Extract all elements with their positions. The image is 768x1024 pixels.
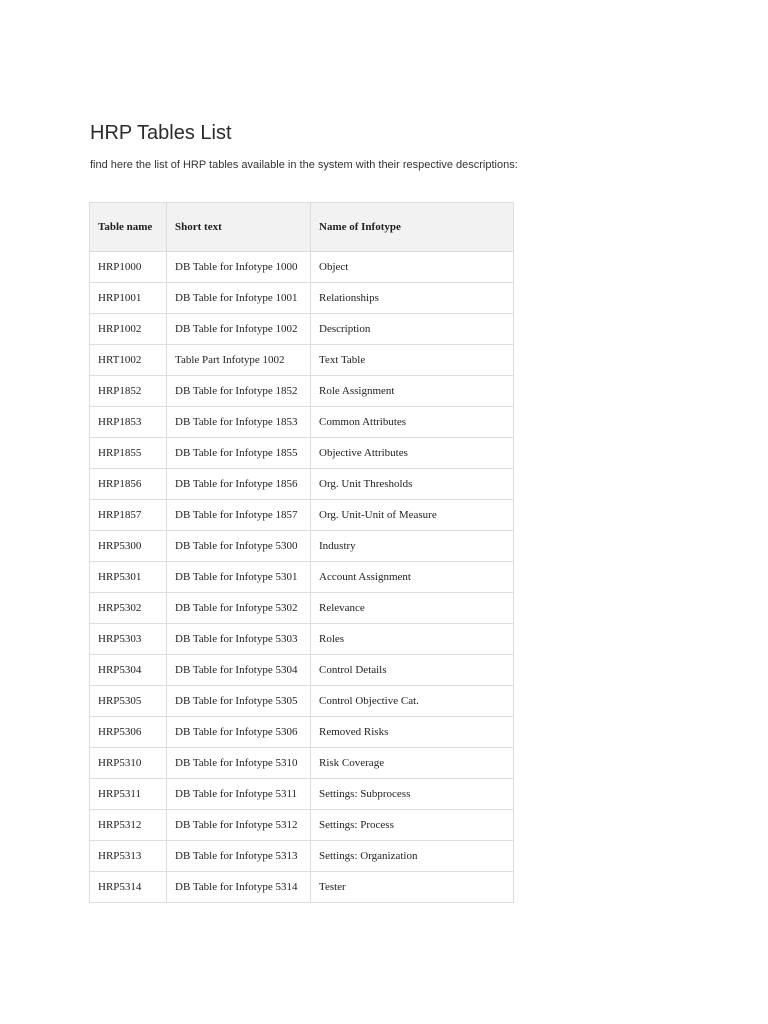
hrp-tables-table — [89, 202, 514, 903]
cell-infotype-name: Account Assignment — [311, 562, 514, 593]
cell-infotype-name: Description — [311, 314, 514, 345]
cell-table-name: HRP1856 — [90, 469, 167, 500]
table-row — [90, 562, 514, 593]
cell-short-text: DB Table for Infotype 5312 — [167, 810, 311, 841]
cell-infotype-name: Objective Attributes — [311, 438, 514, 469]
table-row — [90, 314, 514, 345]
cell-short-text: DB Table for Infotype 1002 — [167, 314, 311, 345]
cell-table-name: HRP5310 — [90, 748, 167, 779]
cell-table-name: HRP5302 — [90, 593, 167, 624]
cell-short-text: DB Table for Infotype 5304 — [167, 655, 311, 686]
cell-table-name: HRP5300 — [90, 531, 167, 562]
cell-short-text: DB Table for Infotype 5314 — [167, 872, 311, 903]
cell-short-text: DB Table for Infotype 1856 — [167, 469, 311, 500]
cell-table-name: HRP5312 — [90, 810, 167, 841]
table-row — [90, 469, 514, 500]
page-title: HRP Tables List — [90, 122, 232, 144]
cell-short-text: DB Table for Infotype 5301 — [167, 562, 311, 593]
cell-infotype-name: Risk Coverage — [311, 748, 514, 779]
cell-short-text: DB Table for Infotype 1853 — [167, 407, 311, 438]
table-row — [90, 810, 514, 841]
table-row — [90, 779, 514, 810]
cell-table-name: HRP1855 — [90, 438, 167, 469]
header-table-name: Table name — [90, 203, 167, 252]
cell-infotype-name: Control Details — [311, 655, 514, 686]
cell-short-text: DB Table for Infotype 5313 — [167, 841, 311, 872]
cell-table-name: HRP1001 — [90, 283, 167, 314]
cell-infotype-name: Org. Unit Thresholds — [311, 469, 514, 500]
cell-short-text: DB Table for Infotype 1001 — [167, 283, 311, 314]
cell-table-name: HRP5313 — [90, 841, 167, 872]
cell-table-name: HRP1853 — [90, 407, 167, 438]
cell-table-name: HRP1002 — [90, 314, 167, 345]
table-row — [90, 283, 514, 314]
table-row — [90, 624, 514, 655]
intro-text: find here the list of HRP tables available in the system with their respective descriptions: — [90, 159, 518, 171]
cell-infotype-name: Org. Unit-Unit of Measure — [311, 500, 514, 531]
cell-infotype-name: Relevance — [311, 593, 514, 624]
cell-short-text: DB Table for Infotype 1855 — [167, 438, 311, 469]
table-row — [90, 500, 514, 531]
cell-table-name: HRT1002 — [90, 345, 167, 376]
cell-infotype-name: Common Attributes — [311, 407, 514, 438]
cell-table-name: HRP5306 — [90, 717, 167, 748]
table-row — [90, 717, 514, 748]
cell-short-text: DB Table for Infotype 1852 — [167, 376, 311, 407]
cell-table-name: HRP1852 — [90, 376, 167, 407]
table-row — [90, 407, 514, 438]
cell-infotype-name: Roles — [311, 624, 514, 655]
cell-infotype-name: Control Objective Cat. — [311, 686, 514, 717]
cell-infotype-name: Role Assignment — [311, 376, 514, 407]
cell-infotype-name: Tester — [311, 872, 514, 903]
cell-infotype-name: Industry — [311, 531, 514, 562]
cell-infotype-name: Settings: Process — [311, 810, 514, 841]
table-row — [90, 531, 514, 562]
cell-table-name: HRP5301 — [90, 562, 167, 593]
cell-short-text: DB Table for Infotype 5303 — [167, 624, 311, 655]
cell-short-text: DB Table for Infotype 5306 — [167, 717, 311, 748]
table-row — [90, 593, 514, 624]
cell-table-name: HRP5314 — [90, 872, 167, 903]
cell-infotype-name: Relationships — [311, 283, 514, 314]
cell-table-name: HRP5304 — [90, 655, 167, 686]
cell-infotype-name: Settings: Subprocess — [311, 779, 514, 810]
cell-table-name: HRP1000 — [90, 252, 167, 283]
cell-short-text: DB Table for Infotype 1000 — [167, 252, 311, 283]
table-header-row — [90, 203, 514, 252]
cell-table-name: HRP5303 — [90, 624, 167, 655]
cell-infotype-name: Text Table — [311, 345, 514, 376]
cell-table-name: HRP5311 — [90, 779, 167, 810]
cell-infotype-name: Object — [311, 252, 514, 283]
table-row — [90, 841, 514, 872]
table-row — [90, 438, 514, 469]
cell-table-name: HRP5305 — [90, 686, 167, 717]
cell-short-text: DB Table for Infotype 5302 — [167, 593, 311, 624]
cell-short-text: DB Table for Infotype 5300 — [167, 531, 311, 562]
table-row — [90, 872, 514, 903]
table-row — [90, 655, 514, 686]
cell-short-text: DB Table for Infotype 5311 — [167, 779, 311, 810]
cell-short-text: DB Table for Infotype 5310 — [167, 748, 311, 779]
table-row — [90, 686, 514, 717]
table-row — [90, 376, 514, 407]
table-row — [90, 252, 514, 283]
cell-infotype-name: Removed Risks — [311, 717, 514, 748]
header-short-text: Short text — [167, 203, 311, 252]
table-body — [90, 252, 514, 903]
table-row — [90, 748, 514, 779]
cell-table-name: HRP1857 — [90, 500, 167, 531]
cell-short-text: DB Table for Infotype 1857 — [167, 500, 311, 531]
table-row — [90, 345, 514, 376]
cell-infotype-name: Settings: Organization — [311, 841, 514, 872]
cell-short-text: DB Table for Infotype 5305 — [167, 686, 311, 717]
header-infotype-name: Name of Infotype — [311, 203, 514, 252]
cell-short-text: Table Part Infotype 1002 — [167, 345, 311, 376]
